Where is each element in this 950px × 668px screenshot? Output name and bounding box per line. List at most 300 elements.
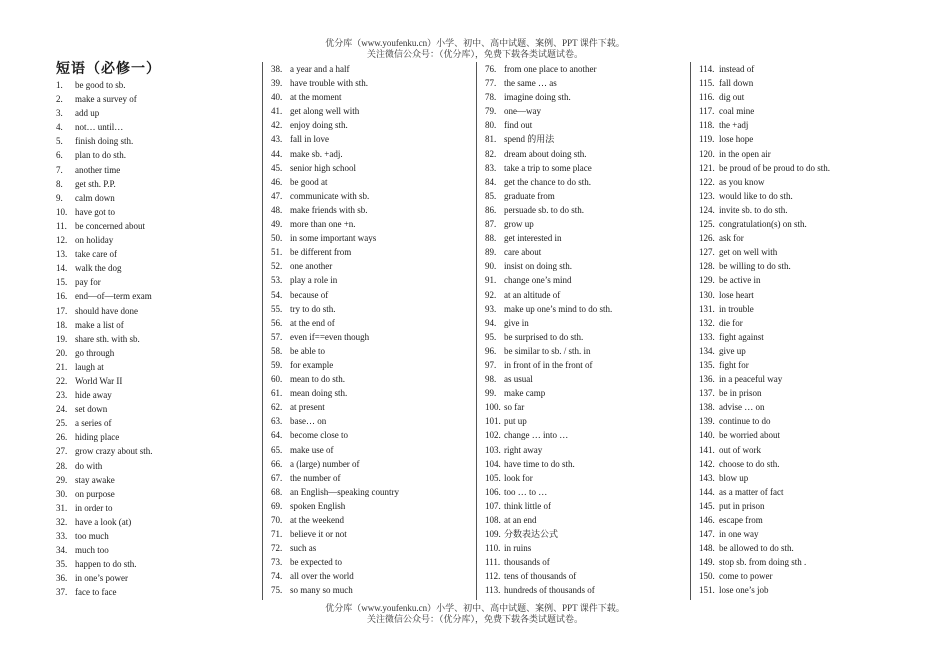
phrase-number: 19. (56, 333, 68, 344)
phrase-text: one—way (504, 106, 541, 117)
phrase-item (485, 443, 687, 457)
phrase-item (485, 513, 687, 527)
phrase-text: give up (719, 345, 746, 356)
phrase-text: communicate with sb. (290, 190, 370, 201)
phrase-text: lose hope (719, 134, 754, 145)
phrase-item (271, 118, 473, 132)
phrase-item (271, 302, 473, 316)
phrase-number: 23. (56, 390, 68, 401)
phrase-item (699, 471, 901, 485)
phrase-text: so far (504, 402, 525, 413)
phrase-number: 133. (699, 331, 715, 342)
phrase-number: 134. (699, 345, 715, 356)
phrase-number: 31. (56, 502, 68, 513)
phrase-item (699, 428, 901, 442)
phrase-number: 1. (56, 80, 63, 90)
phrase-number: 136. (699, 374, 715, 385)
phrase-text: be expected to (290, 557, 342, 568)
phrase-number: 48. (271, 204, 283, 215)
phrase-number: 151. (699, 585, 715, 596)
phrase-number: 127. (699, 247, 715, 258)
phrase-number: 28. (56, 460, 68, 471)
phrase-text: care about (504, 247, 542, 258)
phrase-item (56, 233, 256, 247)
phrase-number: 55. (271, 303, 283, 314)
phrase-item (271, 203, 473, 217)
phrase-item (271, 231, 473, 245)
phrase-text: ask for (719, 233, 744, 244)
phrase-item (56, 557, 256, 571)
phrase-item (699, 217, 901, 231)
phrase-text: come to power (719, 571, 773, 582)
phrase-item (56, 360, 256, 374)
phrase-text: in front of in the front of (504, 359, 593, 370)
phrase-text: be similar to sb. / sth. in (504, 345, 591, 356)
phrase-text: lose one’s job (719, 585, 769, 596)
phrase-text: hundreds of thousands of (504, 585, 595, 596)
phrase-item (485, 104, 687, 118)
phrase-item (485, 457, 687, 471)
phrase-text: be different from (290, 247, 352, 258)
phrase-item (699, 259, 901, 273)
phrase-number: 113. (485, 585, 501, 596)
phrase-number: 109. (485, 529, 501, 540)
phrase-item (485, 485, 687, 499)
phrase-item (56, 374, 256, 388)
phrase-text: choose to do sth. (719, 458, 780, 469)
phrase-text: in the open air (719, 148, 771, 159)
phrase-number: 88. (485, 233, 497, 244)
phrase-number: 107. (485, 500, 501, 511)
phrase-item (699, 414, 901, 428)
phrase-number: 49. (271, 219, 283, 230)
phrase-number: 33. (56, 531, 68, 541)
phrase-item (271, 527, 473, 541)
phrase-item (699, 541, 901, 555)
phrase-item (699, 499, 901, 513)
phrase-number: 148. (699, 543, 715, 554)
phrase-text: finish doing sth. (75, 136, 134, 147)
phrase-item (699, 583, 901, 597)
phrase-number: 7. (56, 164, 63, 175)
phrase-text: put up (504, 416, 527, 427)
phrase-item (271, 499, 473, 513)
phrase-text: even if==even though (290, 331, 370, 342)
phrase-number: 59. (271, 359, 283, 370)
phrase-number: 96. (485, 345, 497, 356)
phrase-item (699, 443, 901, 457)
phrase-number: 99. (485, 388, 497, 399)
phrase-item (699, 273, 901, 287)
phrase-item (271, 288, 473, 302)
phrase-list-2 (263, 62, 473, 598)
phrase-text: in some important ways (290, 233, 377, 244)
phrase-text: so many so much (290, 585, 353, 596)
phrase-number: 40. (271, 92, 283, 103)
phrase-text: happen to do sth. (75, 559, 137, 570)
phrase-number: 4. (56, 122, 63, 133)
phrase-number: 14. (56, 263, 68, 274)
phrase-item (699, 527, 901, 541)
phrase-item (699, 175, 901, 189)
phrase-text: continue to do (719, 416, 771, 427)
phrase-text: become close to (290, 430, 348, 441)
phrase-item (56, 515, 256, 529)
phrase-text: fall down (719, 78, 754, 89)
header-line-2: 关注微信公众号：（优分库），免费下载各类试题试卷。 (366, 49, 583, 59)
phrase-item (56, 247, 256, 261)
phrase-item (485, 132, 687, 146)
phrase-number: 65. (271, 444, 283, 455)
phrase-text: have trouble with sth. (290, 78, 368, 89)
phrase-item (56, 148, 256, 162)
phrase-number: 46. (271, 176, 283, 187)
phrase-number: 39. (271, 78, 283, 89)
phrase-item (699, 386, 901, 400)
phrase-number: 2. (56, 94, 63, 105)
phrase-text: have time to do sth. (504, 458, 575, 469)
phrase-item (56, 473, 256, 487)
phrase-item (56, 120, 256, 134)
phrase-item (699, 203, 901, 217)
phrase-item (271, 513, 473, 527)
phrase-number: 58. (271, 345, 283, 356)
phrase-text: plan to do sth. (75, 150, 126, 161)
phrase-number: 70. (271, 515, 283, 525)
phrase-item (485, 259, 687, 273)
phrase-item (699, 118, 901, 132)
phrase-number: 35. (56, 559, 68, 570)
phrase-number: 117. (699, 106, 715, 117)
phrase-number: 139. (699, 416, 715, 427)
phrase-item (699, 62, 901, 76)
phrase-text: walk the dog (75, 263, 122, 274)
phrase-item (271, 457, 473, 471)
phrase-item (56, 459, 256, 473)
phrase-text: make a list of (75, 319, 124, 330)
phrase-item (699, 161, 901, 175)
phrase-text: take care of (75, 249, 117, 260)
phrase-item (699, 330, 901, 344)
phrase-text: 分数表达公式 (504, 529, 559, 540)
phrase-text: fight against (719, 331, 764, 342)
phrase-number: 37. (56, 587, 68, 598)
phrase-number: 91. (485, 275, 497, 286)
phrase-text: be able to (290, 345, 325, 356)
phrase-text: mean to do sth. (290, 374, 345, 385)
phrase-text: on holiday (75, 235, 114, 246)
phrase-text: a series of (75, 418, 112, 429)
phrase-text: imagine doing sth. (504, 92, 571, 103)
phrase-item (56, 388, 256, 402)
phrase-text: all over the world (290, 571, 354, 582)
phrase-number: 125. (699, 219, 715, 230)
phrase-text: take a trip to some place (504, 162, 592, 173)
phrase-number: 110. (485, 543, 501, 554)
phrase-number: 105. (485, 472, 501, 483)
phrase-number: 126. (699, 233, 715, 244)
phrase-item (56, 106, 256, 120)
phrase-number: 89. (485, 247, 497, 258)
phrase-item (485, 386, 687, 400)
phrase-number: 15. (56, 277, 68, 288)
phrase-number: 93. (485, 303, 497, 314)
phrase-number: 92. (485, 289, 497, 300)
phrase-number: 116. (699, 92, 715, 103)
phrase-text: a year and a half (290, 64, 350, 74)
phrase-text: in one way (719, 529, 759, 540)
phrase-item (56, 134, 256, 148)
phrase-text: graduate from (504, 190, 555, 201)
phrase-number: 9. (56, 192, 63, 203)
phrase-item (485, 316, 687, 330)
phrase-number: 69. (271, 500, 283, 511)
phrase-number: 143. (699, 472, 715, 483)
phrase-text: enjoy doing sth. (290, 120, 348, 131)
phrase-number: 128. (699, 261, 715, 272)
phrase-number: 142. (699, 458, 715, 469)
phrase-text: right away (504, 444, 543, 455)
phrase-item (56, 585, 256, 599)
phrase-text: such as (290, 543, 317, 554)
phrase-text: as usual (504, 374, 533, 385)
phrase-item (699, 132, 901, 146)
phrase-list-3 (477, 62, 687, 598)
phrase-number: 18. (56, 319, 68, 330)
phrase-number: 100. (485, 402, 501, 413)
phrase-number: 144. (699, 486, 715, 497)
phrase-number: 16. (56, 291, 68, 302)
phrase-number: 78. (485, 92, 497, 103)
phrase-text: on purpose (75, 488, 115, 499)
phrase-text: change … into … (504, 430, 569, 441)
phrase-item (485, 400, 687, 414)
phrase-item (485, 62, 687, 76)
phrase-item (56, 191, 256, 205)
phrase-item (485, 541, 687, 555)
phrase-text: insist on doing sth. (504, 261, 573, 272)
phrase-text: invite sb. to do sth. (719, 204, 788, 215)
phrase-text: pay for (75, 277, 101, 288)
phrase-list-4 (691, 62, 901, 598)
phrase-text: make sb. +adj. (290, 148, 343, 159)
phrase-number: 72. (271, 543, 283, 554)
phrase-item (56, 402, 256, 416)
phrase-number: 20. (56, 347, 68, 358)
phrase-text: at the end of (290, 317, 335, 328)
phrase-number: 112. (485, 571, 501, 582)
phrase-text: add up (75, 108, 100, 119)
phrase-text: blow up (719, 472, 749, 483)
phrase-item (56, 430, 256, 444)
phrase-item (485, 245, 687, 259)
page-footer (0, 603, 950, 625)
phrase-number: 47. (271, 190, 283, 201)
phrase-text: congratulation(s) on sth. (719, 219, 807, 230)
phrase-text: as a matter of fact (719, 486, 784, 497)
phrase-item (271, 189, 473, 203)
phrase-number: 44. (271, 148, 283, 159)
phrase-item (699, 76, 901, 90)
phrase-text: die for (719, 317, 743, 328)
phrase-number: 62. (271, 402, 283, 413)
phrase-text: fall in love (290, 134, 329, 145)
phrase-item (56, 205, 256, 219)
phrase-number: 73. (271, 557, 283, 568)
phrase-number: 149. (699, 557, 715, 568)
phrase-number: 98. (485, 374, 497, 385)
phrase-text: make friends with sb. (290, 204, 368, 215)
phrase-text: grow crazy about sth. (75, 446, 153, 457)
phrase-item (56, 78, 256, 92)
phrase-item (56, 92, 256, 106)
phrase-number: 138. (699, 402, 715, 413)
phrase-number: 145. (699, 500, 715, 511)
footer-line-2: 关注微信公众号：（优分库），免费下载各类试题试卷。 (366, 614, 583, 624)
footer-line-1: 优分库（www.youfenku.cn）小学、初中、高中试题、案例、PPT 课件下载。 (325, 603, 625, 613)
phrase-number: 54. (271, 289, 283, 300)
phrase-text: find out (504, 120, 533, 131)
phrase-number: 90. (485, 261, 497, 272)
phrase-item (271, 583, 473, 597)
phrase-text: think little of (504, 500, 551, 511)
phrase-text: at present (290, 402, 325, 413)
phrase-text: be proud of be proud to do sth. (719, 162, 830, 173)
phrase-text: make camp (504, 388, 546, 399)
phrase-item (699, 288, 901, 302)
phrase-text: make a survey of (75, 94, 137, 105)
phrase-item (485, 330, 687, 344)
phrase-number: 83. (485, 162, 497, 173)
phrase-text: grow up (504, 219, 534, 230)
phrase-number: 36. (56, 573, 68, 584)
phrase-number: 121. (699, 162, 715, 173)
phrase-text: dig out (719, 92, 745, 103)
phrase-item (271, 400, 473, 414)
phrase-text: the same … as (504, 78, 557, 89)
phrase-number: 12. (56, 235, 68, 246)
phrase-item (56, 346, 256, 360)
phrase-item (56, 416, 256, 430)
phrase-number: 5. (56, 136, 63, 147)
phrase-text: for example (290, 359, 334, 370)
phrase-number: 141. (699, 444, 715, 455)
phrase-number: 114. (699, 64, 715, 74)
phrase-number: 131. (699, 303, 715, 314)
phrase-text: senior high school (290, 162, 356, 173)
phrase-number: 57. (271, 331, 283, 342)
phrase-item (485, 358, 687, 372)
phrase-item (485, 76, 687, 90)
phrase-item (56, 275, 256, 289)
phrase-item (271, 485, 473, 499)
phrase-item (56, 501, 256, 515)
phrase-text: share sth. with sb. (75, 333, 140, 344)
phrase-item (699, 245, 901, 259)
phrase-item (699, 344, 901, 358)
phrase-number: 111. (485, 557, 501, 568)
phrase-text: dream about doing sth. (504, 148, 587, 159)
phrase-number: 75. (271, 585, 283, 596)
phrase-number: 118. (699, 120, 715, 131)
phrase-item (699, 372, 901, 386)
phrase-item (699, 513, 901, 527)
phrase-item (271, 245, 473, 259)
phrase-text: an English—speaking country (290, 486, 399, 497)
phrase-item (56, 318, 256, 332)
phrase-text: get sth. P.P. (75, 178, 116, 189)
phrase-item (271, 147, 473, 161)
phrase-number: 87. (485, 219, 497, 230)
phrase-number: 85. (485, 190, 497, 201)
phrase-item (485, 203, 687, 217)
phrase-number: 56. (271, 317, 283, 328)
phrase-item (699, 231, 901, 245)
phrase-text: change one’s mind (504, 275, 572, 286)
phrase-item (271, 104, 473, 118)
phrase-item (485, 217, 687, 231)
phrase-item (271, 161, 473, 175)
phrase-text: in ruins (504, 543, 532, 554)
phrase-item (485, 273, 687, 287)
phrase-text: hide away (75, 390, 112, 401)
phrase-text: be in prison (719, 388, 762, 399)
phrase-item (271, 76, 473, 90)
phrase-text: coal mine (719, 106, 755, 117)
phrase-item (699, 358, 901, 372)
phrase-item (271, 132, 473, 146)
phrase-text: as you know (719, 176, 765, 187)
phrase-text: be active in (719, 275, 761, 286)
phrase-item (271, 259, 473, 273)
phrase-item (56, 529, 256, 543)
phrase-number: 43. (271, 134, 283, 145)
phrase-item (271, 217, 473, 231)
phrase-text: escape from (719, 515, 763, 525)
phrase-number: 120. (699, 148, 715, 159)
phrase-number: 42. (271, 120, 283, 131)
phrase-text: World War II (75, 375, 123, 386)
phrase-item (699, 400, 901, 414)
phrase-item (56, 177, 256, 191)
phrase-item (56, 219, 256, 233)
phrase-text: set down (75, 404, 108, 415)
phrase-number: 17. (56, 305, 68, 316)
phrase-number: 119. (699, 134, 715, 145)
phrase-number: 84. (485, 176, 497, 187)
phrase-item (485, 527, 687, 541)
phrase-text: in one’s power (75, 573, 128, 584)
phrase-number: 106. (485, 486, 501, 497)
page-header (0, 38, 950, 60)
phrase-number: 64. (271, 430, 283, 441)
phrase-text: too much (75, 531, 109, 541)
phrase-text: have a look (at) (75, 516, 132, 527)
phrase-item (271, 344, 473, 358)
phrase-number: 77. (485, 78, 497, 89)
phrase-text: hiding place (75, 432, 120, 443)
phrase-item (485, 569, 687, 583)
phrase-number: 79. (485, 106, 497, 117)
phrase-item (56, 289, 256, 303)
phrase-text: end—of—term exam (75, 291, 152, 302)
phrase-text: spoken English (290, 500, 346, 511)
phrase-item (271, 443, 473, 457)
phrase-item (271, 175, 473, 189)
phrase-item (271, 316, 473, 330)
phrase-item (699, 302, 901, 316)
phrase-item (56, 543, 256, 557)
